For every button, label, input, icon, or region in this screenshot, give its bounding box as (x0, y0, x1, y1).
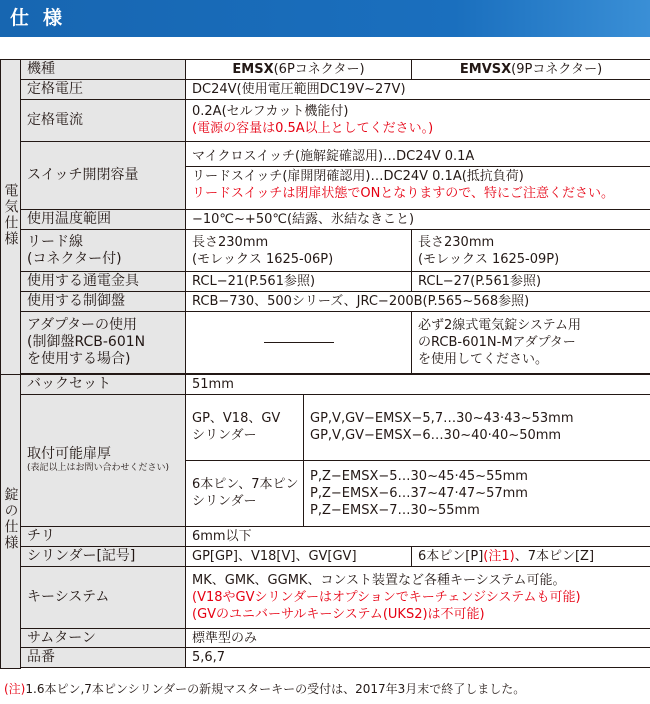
cylinder-gp-v18-gv: GP[GP]、V18[V]、GV[GV] (186, 546, 412, 566)
door-group1-label: GP、V18、GV シリンダー (186, 394, 304, 460)
temp-range-value: −10℃~+50℃(結露、氷結なきこと) (186, 210, 650, 230)
door-group2-label: 6本ピン、7本ピン シリンダー (186, 460, 304, 526)
door-group1-values: GP,V,GV−EMSX−5,7…30~43·43~53mm GP,V,GV−EMSX−6…30~40·40~50mm (304, 394, 650, 460)
row-label-control-panel: 使用する制御盤 (21, 291, 186, 311)
table-row (1, 99, 650, 141)
table-row (1, 628, 650, 648)
footnote-text: 1.6本ピン,7本ピンシリンダーの新規マスターキーの受付は、2017年3月末で終了しました。 (25, 682, 526, 696)
row-label-door-thickness: 取付可能扉厚 (表記以上はお問い合わせください) (21, 394, 186, 527)
row-label-lead-wire: リード線 (コネクター付) (21, 230, 186, 272)
table-row (1, 648, 650, 668)
table-row (1, 527, 650, 547)
row-label-model: 機種 (21, 60, 186, 80)
switch-capacity-value: マイクロスイッチ(施解錠確認用)…DC24V 0.1A リードスイッチ(扉開閉確認用)…DC24V 0.1A(抵抗負荷) リードスイッチは閉扉状態でONとなりますので、特にご注意ください。 (186, 141, 650, 209)
row-label-temp-range: 使用温度範囲 (21, 210, 186, 230)
category-electrical: 電気仕様 (1, 60, 21, 375)
table-row (1, 271, 650, 291)
row-label-backset: バックセット (21, 374, 186, 394)
table-row (1, 394, 650, 460)
column-header-emsx: EMSX(6Pコネクター) (186, 60, 412, 80)
row-label-part-number: 品番 (21, 648, 186, 668)
rated-current-value: 0.2A(セルフカット機能付) (電源の容量は0.5A以上としてください。) (186, 99, 650, 141)
backset-value: 51mm (186, 374, 650, 394)
row-label-chiri: チリ (21, 527, 186, 547)
table-row (1, 566, 650, 628)
lead-wire-emsx: 長さ230mm (モレックス 1625-06P) (186, 230, 412, 272)
conductor-emvsx: RCL−27(P.561参照) (412, 271, 650, 291)
adapter-emsx-none (186, 311, 412, 373)
row-label-cylinder: シリンダー[記号] (21, 546, 186, 566)
door-group2-values: P,Z−EMSX−5…30~45·45~55mm P,Z−EMSX−6…37~47·47~57mm P,Z−EMSX−7…30~55mm (304, 460, 650, 526)
row-label-thumbturn: サムターン (21, 628, 186, 648)
table-row (1, 311, 650, 373)
column-header-emvsx: EMVSX(9Pコネクター) (412, 60, 650, 80)
part-number-value: 5,6,7 (186, 648, 650, 668)
key-system-value: MK、GMK、GGMK、コンスト装置など各種キーシステム可能。 (V18やGVシリンダーはオプションでキーチェンジシステムも可能) (GVのユニバーサルキーシステム(UKS2)は不可能) (186, 566, 650, 628)
lead-wire-emvsx: 長さ230mm (モレックス 1625-09P) (412, 230, 650, 272)
section-header (0, 0, 650, 37)
adapter-emvsx: 必ず2線式電気錠システム用 のRCB-601N-Mアダプター を使用してください。 (412, 311, 650, 373)
control-panel-value: RCB−730、500シリーズ、JRC−200B(P.565~568参照) (186, 291, 650, 311)
table-row (1, 141, 650, 209)
table-row (1, 291, 650, 311)
row-label-rated-current: 定格電流 (21, 99, 186, 141)
table-row (1, 79, 650, 99)
conductor-emsx: RCL−21(P.561参照) (186, 271, 412, 291)
row-label-switch-capacity: スイッチ開閉容量 (21, 141, 186, 209)
header-gap (0, 37, 650, 59)
thumbturn-value: 標準型のみ (186, 628, 650, 648)
dash-line (264, 342, 334, 343)
spacer-row (1, 668, 650, 669)
cylinder-pin: 6本ピン[P](注1)、7本ピン[Z] (412, 546, 650, 566)
chiri-value: 6mm以下 (186, 527, 650, 547)
footnote (4, 680, 525, 697)
table-row (1, 230, 650, 272)
door-thickness-note: (表記以上はお問い合わせください) (27, 463, 170, 474)
table-row (1, 374, 650, 394)
table-row (1, 60, 650, 80)
section-title: 仕様 (10, 7, 77, 29)
spec-table (0, 59, 650, 669)
row-label-rated-voltage: 定格電圧 (21, 79, 186, 99)
footnote-prefix: (注) (4, 682, 26, 696)
rated-current-note: (電源の容量は0.5A以上としてください。) (192, 121, 434, 137)
rated-voltage-value: DC24V(使用電圧範囲DC19V~27V) (186, 79, 650, 99)
table-row (1, 210, 650, 230)
table-row (1, 546, 650, 566)
row-label-conductor: 使用する通電金具 (21, 271, 186, 291)
cylinder-note-ref: (注1) (483, 548, 515, 564)
category-lock: 錠の仕様 (1, 374, 21, 668)
row-label-adapter: アダプターの使用 (制御盤RCB-601N を使用する場合) (21, 311, 186, 373)
row-label-key-system: キーシステム (21, 566, 186, 628)
switch-capacity-note: リードスイッチは閉扉状態でONとなりますので、特にご注意ください。 (192, 186, 615, 202)
